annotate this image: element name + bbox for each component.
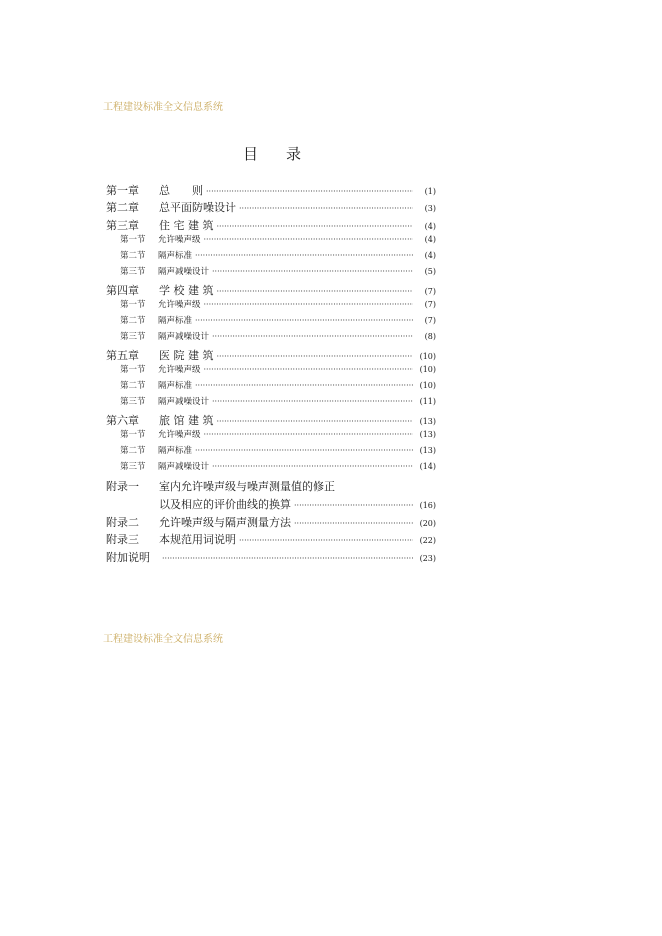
toc-entry-title: 允许噪声级 bbox=[158, 300, 201, 310]
toc-entry[interactable] bbox=[106, 333, 436, 342]
toc-entry-page: (13) bbox=[419, 430, 436, 439]
toc-title-char-1: 目 bbox=[243, 145, 259, 163]
toc-leader-dots bbox=[204, 236, 413, 245]
toc-leader-dots bbox=[212, 463, 413, 472]
toc-entry-label: 附加说明 bbox=[106, 551, 150, 564]
toc-leader-dots bbox=[206, 185, 413, 196]
toc-entry-label: 附录一 bbox=[106, 480, 139, 493]
toc-entry[interactable] bbox=[106, 285, 436, 296]
toc-entry-label: 第二章 bbox=[106, 201, 139, 214]
toc-entry[interactable] bbox=[106, 415, 436, 426]
toc-entry-label: 第二节 bbox=[120, 446, 146, 456]
toc-entry-page: (13) bbox=[419, 446, 436, 455]
toc-entry[interactable] bbox=[106, 552, 436, 563]
toc-entry[interactable] bbox=[106, 236, 436, 245]
toc-entry-page: (7) bbox=[424, 300, 436, 309]
toc-entry-label: 附录二 bbox=[106, 516, 139, 529]
toc-entry-title: 允许噪声级与隔声测量方法 bbox=[159, 516, 291, 529]
toc-entry[interactable] bbox=[106, 202, 436, 213]
toc-entry-page: (14) bbox=[419, 462, 436, 471]
toc-entry-page: (1) bbox=[424, 187, 436, 196]
toc-entry-label: 第六章 bbox=[106, 414, 139, 427]
toc-entry[interactable] bbox=[106, 252, 436, 261]
toc-entry[interactable] bbox=[106, 382, 436, 391]
toc-entry-title: 隔声减噪设计 bbox=[158, 462, 210, 472]
toc-entry-title: 隔声减噪设计 bbox=[158, 267, 210, 277]
toc-title bbox=[243, 143, 301, 164]
toc-entry-label: 第一节 bbox=[120, 365, 146, 375]
toc-entry[interactable] bbox=[106, 499, 436, 510]
toc-leader-dots bbox=[212, 398, 413, 407]
toc-entry-label: 第二节 bbox=[120, 316, 146, 326]
toc-leader-dots bbox=[162, 552, 413, 563]
toc-leader-dots bbox=[239, 534, 413, 545]
toc-entry[interactable] bbox=[106, 447, 436, 456]
toc-leader-dots bbox=[294, 517, 413, 528]
toc-entry[interactable] bbox=[106, 481, 436, 492]
toc-entry[interactable] bbox=[106, 220, 436, 231]
toc-entry-page: (3) bbox=[424, 204, 436, 213]
toc-entry-title: 总 则 bbox=[159, 184, 203, 197]
toc-leader-dots bbox=[204, 301, 413, 310]
toc-entry-title: 室内允许噪声级与噪声测量值的修正 bbox=[159, 480, 335, 493]
toc-leader-dots bbox=[217, 350, 414, 361]
toc-entry[interactable] bbox=[106, 463, 436, 472]
toc-entry-label: 第三节 bbox=[120, 267, 146, 277]
toc-entry-title: 医 院 建 筑 bbox=[159, 349, 214, 362]
toc-leader-dots bbox=[195, 317, 413, 326]
toc-entry[interactable] bbox=[106, 534, 436, 545]
toc-entry-label: 第一节 bbox=[120, 300, 146, 310]
footer-watermark: 工程建设标准全文信息系统 bbox=[103, 634, 223, 645]
toc-entry-title: 允许噪声级 bbox=[158, 430, 201, 440]
toc-entry-label: 第一节 bbox=[120, 235, 146, 245]
toc-entry-page: (4) bbox=[424, 222, 436, 231]
toc-entry-page: (5) bbox=[424, 267, 436, 276]
toc-entry-label: 第五章 bbox=[106, 349, 139, 362]
toc-entry-title: 学 校 建 筑 bbox=[159, 284, 214, 297]
toc-entry-label: 附录三 bbox=[106, 533, 139, 546]
toc-entry-title: 允许噪声级 bbox=[158, 365, 201, 375]
toc-leader-dots bbox=[239, 202, 413, 213]
toc-leader-dots bbox=[195, 252, 413, 261]
toc-entry-page: (22) bbox=[419, 536, 436, 545]
toc-entry-title: 以及相应的评价曲线的换算 bbox=[159, 498, 291, 511]
toc-entry-title: 允许噪声级 bbox=[158, 235, 201, 245]
toc-title-char-2: 录 bbox=[286, 145, 302, 163]
toc-entry-title: 隔声减噪设计 bbox=[158, 332, 210, 342]
toc-entry-title: 隔声标准 bbox=[158, 381, 193, 391]
toc-entry-label: 第一节 bbox=[120, 430, 146, 440]
toc-entry[interactable] bbox=[106, 185, 436, 196]
toc-entry-page: (8) bbox=[424, 332, 436, 341]
toc-entry-page: (11) bbox=[419, 397, 436, 406]
toc-entry-title: 本规范用词说明 bbox=[159, 533, 236, 546]
toc-leader-dots bbox=[212, 268, 413, 277]
toc-entry[interactable] bbox=[106, 301, 436, 310]
toc-leader-dots bbox=[195, 447, 413, 456]
toc-entry[interactable] bbox=[106, 431, 436, 440]
toc-entry-page: (16) bbox=[419, 501, 436, 510]
toc-entry-page: (10) bbox=[419, 365, 436, 374]
toc-entry-page: (13) bbox=[419, 417, 436, 426]
toc-entry-title: 旅 馆 建 筑 bbox=[159, 414, 214, 427]
toc-entry-label: 第三节 bbox=[120, 332, 146, 342]
toc-leader-dots bbox=[217, 415, 414, 426]
toc-entry-page: (4) bbox=[424, 235, 436, 244]
toc-entry-label: 第三章 bbox=[106, 219, 139, 232]
toc-entry-title: 隔声标准 bbox=[158, 316, 193, 326]
toc-entry-label: 第四章 bbox=[106, 284, 139, 297]
toc-entry[interactable] bbox=[106, 398, 436, 407]
toc-entry-title: 住 宅 建 筑 bbox=[159, 219, 214, 232]
toc-entry-label: 第二节 bbox=[120, 251, 146, 261]
toc-entry[interactable] bbox=[106, 366, 436, 375]
toc-entry[interactable] bbox=[106, 350, 436, 361]
toc-entry-label: 第二节 bbox=[120, 381, 146, 391]
toc-entry[interactable] bbox=[106, 317, 436, 326]
toc-entry-title: 隔声标准 bbox=[158, 251, 193, 261]
toc-entry[interactable] bbox=[106, 268, 436, 277]
toc-entry-label: 第一章 bbox=[106, 184, 139, 197]
toc-entry-title: 隔声标准 bbox=[158, 446, 193, 456]
toc-entry-page: (23) bbox=[419, 554, 436, 563]
toc-leader-dots bbox=[217, 220, 414, 231]
toc-entry-page: (7) bbox=[424, 287, 436, 296]
toc-leader-dots bbox=[204, 431, 413, 440]
toc-entry-page: (10) bbox=[419, 381, 436, 390]
toc-entry-label: 第三节 bbox=[120, 397, 146, 407]
toc-leader-dots bbox=[294, 499, 413, 510]
toc-leader-dots bbox=[195, 382, 413, 391]
toc-entry-page: (7) bbox=[424, 316, 436, 325]
toc-entry-page: (20) bbox=[419, 519, 436, 528]
toc-leader-dots bbox=[217, 285, 414, 296]
toc-leader-dots bbox=[204, 366, 413, 375]
header-watermark: 工程建设标准全文信息系统 bbox=[103, 102, 223, 113]
toc-leader-dots bbox=[212, 333, 413, 342]
toc-entry-title: 隔声减噪设计 bbox=[158, 397, 210, 407]
toc-entry[interactable] bbox=[106, 517, 436, 528]
toc-entry-label: 第三节 bbox=[120, 462, 146, 472]
toc-entry-page: (10) bbox=[419, 352, 436, 361]
toc-entry-page: (4) bbox=[424, 251, 436, 260]
toc-entry-title: 总平面防噪设计 bbox=[159, 201, 236, 214]
